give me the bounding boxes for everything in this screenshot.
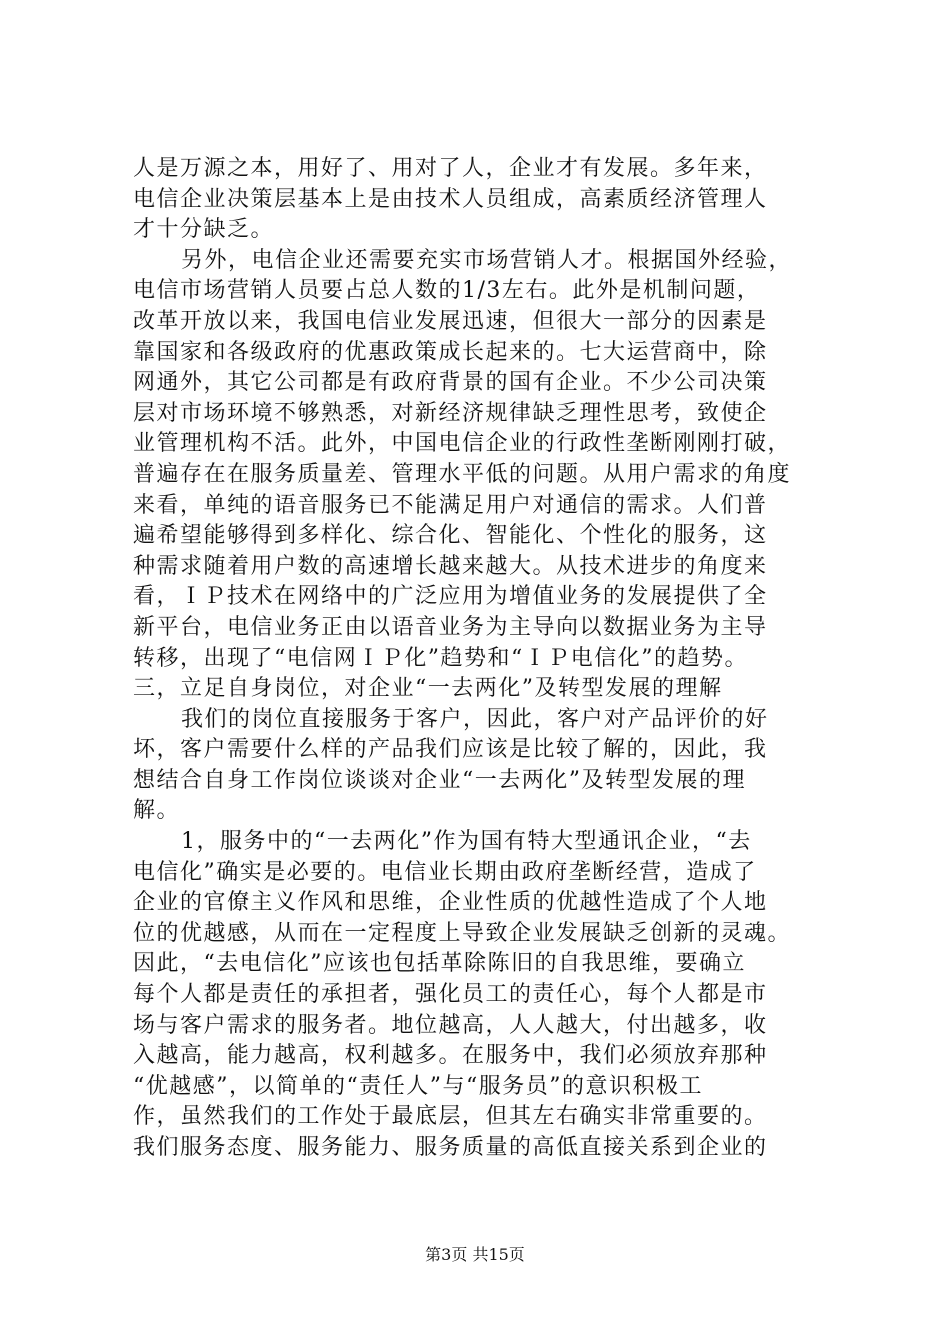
- text-line: 新平台，电信业务正由以语音业务为主导向以数据业务为主导: [133, 614, 768, 640]
- section-heading: 三，立足自身岗位，对企业“一去两化”及转型发展的理解: [133, 676, 723, 702]
- text-line: 靠国家和各级政府的优惠政策成长起来的。七大运营商中，除: [133, 339, 768, 365]
- text-line: 人是万源之本，用好了、用对了人，企业才有发展。多年来，: [133, 156, 768, 181]
- text-line: 网通外，其它公司都是有政府背景的国有企业。不少公司决策: [133, 370, 768, 396]
- text-line: 作，虽然我们的工作处于最底层，但其左右确实非常重要的。: [133, 1104, 768, 1130]
- text-line: 企业的官僚主义作风和思维，企业性质的优越性造成了个人地: [133, 890, 768, 916]
- text-line: 我们服务态度、服务能力、服务质量的高低直接关系到企业的: [133, 1135, 768, 1160]
- text-line: 种需求随着用户数的高速增长越来越大。从技术进步的角度来: [133, 553, 768, 579]
- text-line: 改革开放以来，我国电信业发展迅速，但很大一部分的因素是: [133, 308, 768, 334]
- text-line: 才十分缺乏。: [133, 217, 275, 243]
- text-line: 电信企业决策层基本上是由技术人员组成，高素质经济管理人: [133, 186, 768, 212]
- text-line: 解。: [133, 798, 181, 824]
- text-line: 入越高，能力越高，权利越多。在服务中，我们必须放弃那种: [133, 1043, 768, 1069]
- text-line: 每个人都是责任的承担者，强化员工的责任心，每个人都是市: [133, 982, 768, 1008]
- paragraph-start-line: 1，服务中的“一去两化”作为国有特大型通讯企业，“去: [181, 829, 752, 855]
- paragraph-start-line: 我们的岗位直接服务于客户，因此，客户对产品评价的好: [181, 706, 769, 732]
- text-line: 因此，“去电信化”应该也包括革除陈旧的自我思维，要确立: [133, 951, 746, 977]
- paragraph-start-line: 另外，电信企业还需要充实市场营销人才。根据国外经验，: [181, 247, 793, 273]
- text-line: 想结合自身工作岗位谈谈对企业“一去两化”及转型发展的理: [133, 767, 746, 793]
- text-line: 电信市场营销人员要占总人数的1/3左右。此外是机制问题，: [133, 278, 761, 304]
- text-line: 电信化”确实是必要的。电信业长期由政府垄断经营，造成了: [133, 859, 757, 885]
- text-line: 遍希望能够得到多样化、综合化、智能化、个性化的服务，这: [133, 523, 768, 549]
- text-line: 普遍存在在服务质量差、管理水平低的问题。从用户需求的角度: [133, 461, 792, 487]
- text-line: 坏，客户需要什么样的产品我们应该是比较了解的，因此，我: [133, 737, 768, 763]
- text-line: 看，ＩＰ技术在网络中的广泛应用为增值业务的发展提供了全: [133, 584, 768, 610]
- text-line: 来看，单纯的语音服务已不能满足用户对通信的需求。人们普: [133, 492, 768, 518]
- text-line: 场与客户需求的服务者。地位越高，人人越大，付出越多，收: [133, 1012, 768, 1038]
- text-line: 转移，出现了“电信网ＩＰ化”趋势和“ＩＰ电信化”的趋势。: [133, 645, 748, 671]
- text-line: 层对市场环境不够熟悉，对新经济规律缺乏理性思考，致使企: [133, 400, 768, 426]
- text-line: 位的优越感，从而在一定程度上导致企业发展缺乏创新的灵魂。: [133, 920, 792, 946]
- text-line: “优越感”，以简单的“责任人”与“服务员”的意识积极工: [133, 1073, 703, 1099]
- page-number-footer: 第3页 共15页: [425, 1245, 525, 1264]
- document-body: [133, 154, 833, 1164]
- text-line: 业管理机构不活。此外，中国电信企业的行政性垄断刚刚打破，: [133, 431, 792, 457]
